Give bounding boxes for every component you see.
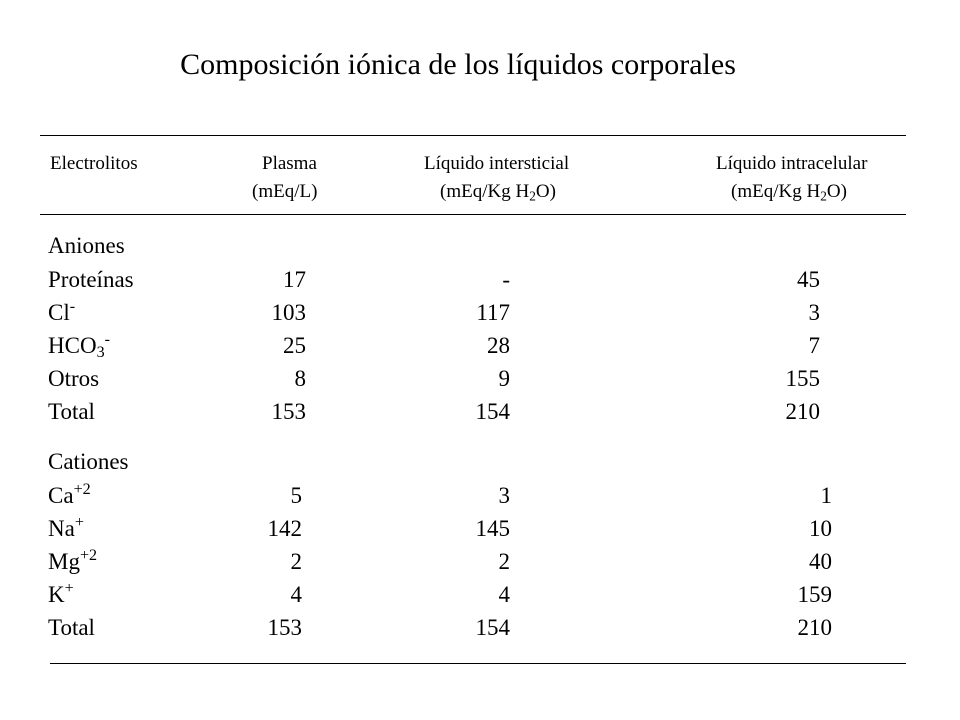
intracelular-value: 40 <box>809 549 832 574</box>
intersticial-value: 2 <box>498 549 510 574</box>
plasma-value: 153 <box>271 399 306 424</box>
table-row <box>0 395 960 429</box>
electrolyte-name: Na+ <box>48 514 84 541</box>
intersticial-value: 28 <box>487 333 510 358</box>
table-row <box>0 479 960 513</box>
electrolyte-name: Total <box>48 615 95 640</box>
intersticial-value: 154 <box>475 615 510 640</box>
electrolyte-name: $Mg^{+2}$ <box>48 547 98 574</box>
header-intersticial-unit: (mEq/Kg $H_2O$) <box>440 181 556 204</box>
intracelular-value: 3 <box>808 300 820 325</box>
header-plasma: Plasma <box>262 153 317 174</box>
section-cationes: Cationes <box>48 449 129 474</box>
intracelular-value: 45 <box>797 267 820 292</box>
table-row <box>0 329 960 363</box>
header-plasma-unit: (mEq/L) <box>252 181 318 202</box>
page-title: Composición iónica de los líquidos corporales <box>180 48 736 81</box>
header-rule <box>40 214 906 215</box>
electrolyte-name: K+ <box>48 580 74 607</box>
intersticial-value: - <box>502 267 510 292</box>
plasma-value: 2 <box>290 549 302 574</box>
electrolyte-name: Otros <box>48 366 100 391</box>
plasma-value: 5 <box>290 483 302 508</box>
plasma-value: 25 <box>283 333 306 358</box>
electrolyte-name: Cl- <box>48 298 76 325</box>
intersticial-value: 4 <box>498 582 510 607</box>
top-rule <box>40 135 906 136</box>
plasma-value: 17 <box>283 267 306 292</box>
intracelular-value: 7 <box>808 333 820 358</box>
intersticial-value: 3 <box>498 483 510 508</box>
table-row <box>0 362 960 396</box>
intracelular-value: 155 <box>785 366 820 391</box>
plasma-value: 4 <box>290 582 302 607</box>
intersticial-value: 117 <box>476 300 510 325</box>
header-intracelular: Líquido intracelular <box>716 153 868 174</box>
intracelular-value: 210 <box>797 615 832 640</box>
header-intersticial: Líquido intersticial <box>424 153 570 174</box>
intracelular-value: 10 <box>809 516 832 541</box>
header-intracelular-unit: (mEq/Kg $H_2O$) <box>731 181 847 204</box>
table-row <box>0 263 960 297</box>
electrolyte-name: $HCO_3^-$ <box>48 331 110 362</box>
intracelular-value: 210 <box>785 399 820 424</box>
electrolyte-name: $Ca^{+2}$ <box>48 481 91 508</box>
intersticial-value: 145 <box>475 516 510 541</box>
intracelular-value: 159 <box>797 582 832 607</box>
section-aniones: Aniones <box>48 233 125 258</box>
table-row <box>0 545 960 579</box>
plasma-value: 153 <box>267 615 302 640</box>
intersticial-value: 154 <box>475 399 510 424</box>
table-row <box>0 296 960 330</box>
table-row <box>0 512 960 546</box>
electrolyte-name: Proteínas <box>48 267 134 292</box>
table-row <box>0 611 960 645</box>
intersticial-value: 9 <box>498 366 510 391</box>
plasma-value: 103 <box>271 300 306 325</box>
electrolyte-name: Total <box>48 399 95 424</box>
table-row <box>0 578 960 612</box>
plasma-value: 8 <box>294 366 306 391</box>
intracelular-value: 1 <box>820 483 832 508</box>
bottom-rule <box>50 663 906 664</box>
plasma-value: 142 <box>267 516 302 541</box>
header-electrolitos: Electrolitos <box>50 153 138 174</box>
